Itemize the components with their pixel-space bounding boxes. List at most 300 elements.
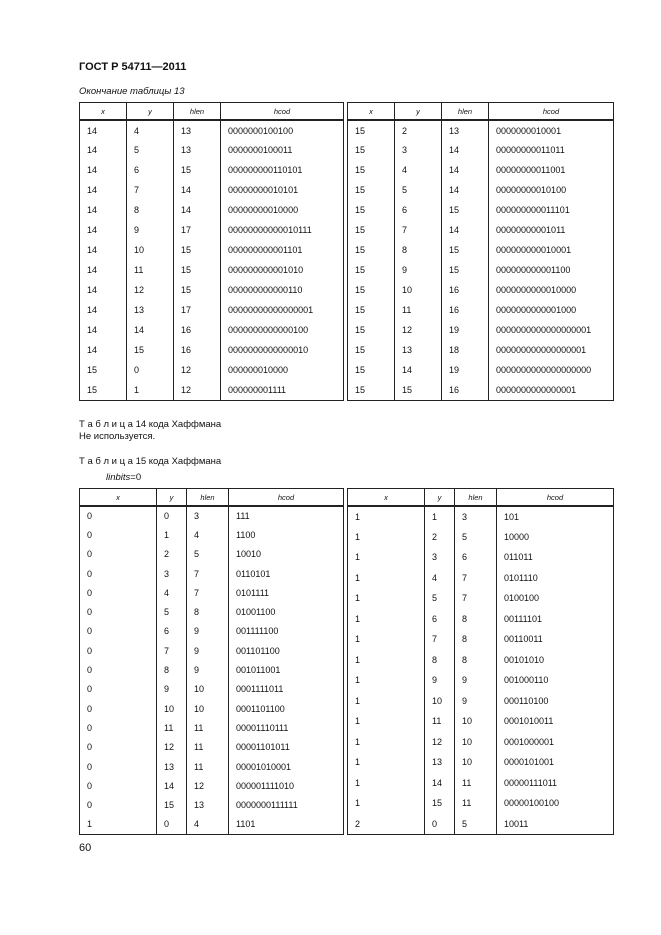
table-row xyxy=(348,180,614,200)
table-cell: 00000000010100 xyxy=(489,180,614,200)
table-cell: 1 xyxy=(127,380,174,400)
table-cell: 4 xyxy=(395,160,442,180)
table-cell: 15 xyxy=(174,260,221,280)
table-cell: 0 xyxy=(80,564,157,583)
table-13-caption: Окончание таблицы 13 xyxy=(79,86,185,97)
table-cell: 0 xyxy=(80,641,157,660)
table-cell: 15 xyxy=(348,280,395,300)
table-cell: 3 xyxy=(187,506,229,525)
table-cell: 1 xyxy=(348,711,425,732)
table-cell: 7 xyxy=(127,180,174,200)
table-cell: 14 xyxy=(157,776,187,795)
table-cell: 10 xyxy=(425,691,455,712)
table-cell: 14 xyxy=(80,240,127,260)
table-cell: 15 xyxy=(348,360,395,380)
table-cell: 0 xyxy=(80,602,157,621)
table-row xyxy=(348,609,614,630)
table-cell: 0 xyxy=(80,757,157,776)
col-header-hcod: hcod xyxy=(497,489,614,507)
table-row xyxy=(80,738,344,757)
table-cell: 0 xyxy=(80,525,157,544)
table-row xyxy=(80,622,344,641)
table-cell: 0000000000001000 xyxy=(489,300,614,320)
table-cell: 0101111 xyxy=(229,583,344,602)
table-cell: 14 xyxy=(80,180,127,200)
table-cell: 14 xyxy=(80,120,127,140)
table-cell: 19 xyxy=(442,320,489,340)
table-cell: 0 xyxy=(157,506,187,525)
table-cell: 0000000000000001 xyxy=(489,380,614,400)
table-cell: 16 xyxy=(442,300,489,320)
table-row xyxy=(80,641,344,660)
table-cell: 4 xyxy=(425,568,455,589)
table-cell: 0 xyxy=(80,506,157,525)
table-cell: 10 xyxy=(455,732,497,753)
table-cell: 111 xyxy=(229,506,344,525)
table-cell: 1100 xyxy=(229,525,344,544)
table-cell: 00101010 xyxy=(497,650,614,671)
table-row xyxy=(80,776,344,795)
table-body xyxy=(80,120,344,400)
table-cell: 00001010001 xyxy=(229,757,344,776)
table-cell: 1 xyxy=(348,527,425,548)
table-row xyxy=(80,240,344,260)
table-cell: 1 xyxy=(80,815,157,834)
table-row xyxy=(80,180,344,200)
table-cell: 0000000000000000000 xyxy=(489,360,614,380)
table-cell: 1 xyxy=(348,670,425,691)
table-row xyxy=(348,380,614,400)
col-header-hcod: hcod xyxy=(229,489,344,507)
table-row xyxy=(348,752,614,773)
table-15-right xyxy=(347,488,614,835)
table-cell: 10 xyxy=(187,680,229,699)
table-cell: 15 xyxy=(174,280,221,300)
table-row xyxy=(80,525,344,544)
table-cell: 0000000000000100 xyxy=(221,320,344,340)
table-row xyxy=(80,660,344,679)
table-row xyxy=(348,240,614,260)
table-row xyxy=(348,588,614,609)
table-cell: 0110101 xyxy=(229,564,344,583)
table-cell: 1 xyxy=(157,525,187,544)
table-row xyxy=(348,670,614,691)
table-13-right xyxy=(347,102,614,401)
table-cell: 5 xyxy=(455,527,497,548)
table-cell: 15 xyxy=(348,200,395,220)
table-cell: 4 xyxy=(187,815,229,834)
table-row xyxy=(348,200,614,220)
table-row xyxy=(80,545,344,564)
table-row xyxy=(348,300,614,320)
table-cell: 1 xyxy=(348,650,425,671)
table-cell: 5 xyxy=(157,602,187,621)
col-header-y: y xyxy=(157,489,187,507)
table-cell: 16 xyxy=(174,320,221,340)
linbits-label: linbits xyxy=(106,472,131,483)
table-cell: 011011 xyxy=(497,547,614,568)
table-row xyxy=(348,320,614,340)
table-cell: 15 xyxy=(425,793,455,814)
table-cell: 000000000110101 xyxy=(221,160,344,180)
table-cell: 14 xyxy=(80,320,127,340)
table-cell: 00000000001011 xyxy=(489,220,614,240)
table-cell: 4 xyxy=(127,120,174,140)
col-header-x: x xyxy=(348,489,425,507)
table-cell: 000000000000110 xyxy=(221,280,344,300)
table-cell: 14 xyxy=(174,200,221,220)
table-cell: 10 xyxy=(187,699,229,718)
table-cell: 1 xyxy=(348,506,425,527)
table-row xyxy=(348,120,614,140)
table-cell: 11 xyxy=(455,773,497,794)
col-header-hlen: hlen xyxy=(187,489,229,507)
table-cell: 6 xyxy=(395,200,442,220)
table-cell: 2 xyxy=(395,120,442,140)
table-cell: 13 xyxy=(425,752,455,773)
table-cell: 3 xyxy=(455,506,497,527)
table-body xyxy=(80,506,344,834)
table-row xyxy=(80,120,344,140)
table-cell: 10 xyxy=(157,699,187,718)
table-cell: 11 xyxy=(157,718,187,737)
table-cell: 0000000100100 xyxy=(221,120,344,140)
table-row xyxy=(348,732,614,753)
table-cell: 14 xyxy=(80,220,127,240)
table-cell: 001111100 xyxy=(229,622,344,641)
table-cell: 11 xyxy=(187,718,229,737)
table-cell: 000000000001101 xyxy=(221,240,344,260)
table-cell: 7 xyxy=(157,641,187,660)
linbits-line xyxy=(106,472,141,483)
table-cell: 10 xyxy=(395,280,442,300)
table-row xyxy=(80,280,344,300)
table-cell: 8 xyxy=(187,602,229,621)
table-cell: 10010 xyxy=(229,545,344,564)
table-cell: 16 xyxy=(442,380,489,400)
table-row xyxy=(348,814,614,835)
table-row xyxy=(348,260,614,280)
table-cell: 0 xyxy=(80,583,157,602)
table-cell: 13 xyxy=(127,300,174,320)
table-row xyxy=(80,300,344,320)
table-cell: 14 xyxy=(80,260,127,280)
table-cell: 1 xyxy=(348,773,425,794)
table-cell: 9 xyxy=(455,691,497,712)
table-cell: 000000000000000001 xyxy=(489,340,614,360)
table-cell: 14 xyxy=(442,140,489,160)
table-cell: 14 xyxy=(442,220,489,240)
table-row xyxy=(348,629,614,650)
table-cell: 5 xyxy=(455,814,497,835)
table-row xyxy=(348,340,614,360)
table-cell: 14 xyxy=(80,300,127,320)
table-cell: 0 xyxy=(127,360,174,380)
table-cell: 15 xyxy=(80,380,127,400)
table-cell: 1 xyxy=(348,691,425,712)
table-cell: 14 xyxy=(442,160,489,180)
table-cell: 6 xyxy=(425,609,455,630)
table-cell: 0 xyxy=(425,814,455,835)
table-row xyxy=(348,220,614,240)
table-row xyxy=(348,547,614,568)
table-cell: 00111101 xyxy=(497,609,614,630)
table-row xyxy=(80,260,344,280)
table-cell: 0 xyxy=(80,795,157,814)
table-row xyxy=(348,650,614,671)
table-cell: 0 xyxy=(80,622,157,641)
table-cell: 9 xyxy=(127,220,174,240)
table-cell: 1101 xyxy=(229,815,344,834)
table-cell: 1 xyxy=(348,609,425,630)
table-13-left xyxy=(79,102,344,401)
table-cell: 001101100 xyxy=(229,641,344,660)
table-row xyxy=(80,815,344,834)
col-header-hcod: hcod xyxy=(221,103,344,121)
linbits-value: =0 xyxy=(130,472,142,483)
table-cell: 0000000010001 xyxy=(489,120,614,140)
table-row xyxy=(80,220,344,240)
table-cell: 2 xyxy=(157,545,187,564)
table-cell: 001000110 xyxy=(497,670,614,691)
col-header-x: x xyxy=(80,489,157,507)
table-cell: 18 xyxy=(442,340,489,360)
table-cell: 14 xyxy=(174,180,221,200)
table-cell: 5 xyxy=(425,588,455,609)
table-cell: 15 xyxy=(348,320,395,340)
table-cell: 14 xyxy=(425,773,455,794)
table-cell: 11 xyxy=(127,260,174,280)
table-cell: 17 xyxy=(174,220,221,240)
table-cell: 3 xyxy=(157,564,187,583)
table-cell: 13 xyxy=(174,140,221,160)
table-cell: 15 xyxy=(442,240,489,260)
table-cell: 15 xyxy=(348,260,395,280)
table-cell: 01001100 xyxy=(229,602,344,621)
table-cell: 14 xyxy=(80,280,127,300)
table-15-caption: Т а б л и ц а 15 кода Хаффмана xyxy=(79,456,222,467)
table-cell: 00000000010101 xyxy=(221,180,344,200)
col-header-hlen: hlen xyxy=(455,489,497,507)
col-header-y: y xyxy=(425,489,455,507)
table-cell: 0 xyxy=(157,815,187,834)
table-cell: 1 xyxy=(348,588,425,609)
table-cell: 00000000011011 xyxy=(489,140,614,160)
table-cell: 10 xyxy=(455,752,497,773)
table-cell: 14 xyxy=(80,160,127,180)
table-cell: 7 xyxy=(187,583,229,602)
table-cell: 000110100 xyxy=(497,691,614,712)
table-cell: 8 xyxy=(157,660,187,679)
table-cell: 14 xyxy=(442,180,489,200)
table-cell: 19 xyxy=(442,360,489,380)
table-cell: 0101110 xyxy=(497,568,614,589)
table-row xyxy=(80,380,344,400)
table-cell: 13 xyxy=(157,757,187,776)
table-cell: 8 xyxy=(455,609,497,630)
table-cell: 00000000010000 xyxy=(221,200,344,220)
table-row xyxy=(80,506,344,525)
table-cell: 15 xyxy=(348,120,395,140)
table-cell: 14 xyxy=(80,200,127,220)
table-row xyxy=(348,793,614,814)
table-cell: 15 xyxy=(395,380,442,400)
table-15-left xyxy=(79,488,344,835)
table-row xyxy=(348,360,614,380)
table-cell: 12 xyxy=(127,280,174,300)
table-cell: 9 xyxy=(187,622,229,641)
table-cell: 15 xyxy=(442,260,489,280)
table-row xyxy=(348,140,614,160)
table-cell: 9 xyxy=(455,670,497,691)
table-cell: 15 xyxy=(127,340,174,360)
col-header-x: x xyxy=(348,103,395,121)
table-cell: 001011001 xyxy=(229,660,344,679)
table-cell: 8 xyxy=(425,650,455,671)
table-row xyxy=(348,527,614,548)
table-cell: 16 xyxy=(442,280,489,300)
table-cell: 000000000010001 xyxy=(489,240,614,260)
table-cell: 12 xyxy=(157,738,187,757)
table-cell: 4 xyxy=(157,583,187,602)
table-cell: 9 xyxy=(395,260,442,280)
table-cell: 00110011 xyxy=(497,629,614,650)
table-cell: 9 xyxy=(187,660,229,679)
table-row xyxy=(348,160,614,180)
table-cell: 00000100100 xyxy=(497,793,614,814)
table-cell: 6 xyxy=(455,547,497,568)
page-number: 60 xyxy=(79,842,92,854)
table-cell: 15 xyxy=(174,240,221,260)
table-cell: 15 xyxy=(348,340,395,360)
table-cell: 1 xyxy=(348,752,425,773)
table-cell: 14 xyxy=(395,360,442,380)
table-cell: 9 xyxy=(425,670,455,691)
table-cell: 15 xyxy=(157,795,187,814)
table-row xyxy=(80,360,344,380)
table-cell: 3 xyxy=(425,547,455,568)
table-row xyxy=(348,711,614,732)
table-cell: 000000000011101 xyxy=(489,200,614,220)
table-cell: 0000101001 xyxy=(497,752,614,773)
table-cell: 14 xyxy=(80,140,127,160)
table-row xyxy=(80,757,344,776)
table-cell: 15 xyxy=(348,300,395,320)
table-cell: 6 xyxy=(157,622,187,641)
table-cell: 17 xyxy=(174,300,221,320)
table-row xyxy=(80,160,344,180)
table-cell: 0000000000000000001 xyxy=(489,320,614,340)
table-cell: 15 xyxy=(80,360,127,380)
table-cell: 000000001111 xyxy=(221,380,344,400)
col-header-y: y xyxy=(127,103,174,121)
col-header-y: y xyxy=(395,103,442,121)
table-cell: 12 xyxy=(174,360,221,380)
table-cell: 13 xyxy=(442,120,489,140)
table-cell: 5 xyxy=(127,140,174,160)
table-row xyxy=(80,564,344,583)
table-cell: 0001111011 xyxy=(229,680,344,699)
table-cell: 1 xyxy=(348,568,425,589)
table-cell: 0000000100011 xyxy=(221,140,344,160)
table-cell: 0 xyxy=(80,545,157,564)
table-cell: 8 xyxy=(455,629,497,650)
table-cell: 1 xyxy=(348,793,425,814)
table-cell: 15 xyxy=(348,380,395,400)
table-cell: 7 xyxy=(455,588,497,609)
table-row xyxy=(80,583,344,602)
table-cell: 11 xyxy=(187,738,229,757)
table-body xyxy=(348,506,614,834)
table-cell: 1 xyxy=(348,732,425,753)
table-cell: 9 xyxy=(157,680,187,699)
table-14-caption: Т а б л и ц а 14 кода Хаффмана xyxy=(79,419,222,430)
table-row xyxy=(348,568,614,589)
table-cell: 7 xyxy=(455,568,497,589)
table-cell: 000000010000 xyxy=(221,360,344,380)
table-cell: 3 xyxy=(395,140,442,160)
table-cell: 8 xyxy=(455,650,497,671)
table-cell: 00000000000000001 xyxy=(221,300,344,320)
table-cell: 1 xyxy=(348,547,425,568)
table-cell: 1 xyxy=(348,629,425,650)
table-cell: 101 xyxy=(497,506,614,527)
table-cell: 0000000111111 xyxy=(229,795,344,814)
table-cell: 16 xyxy=(174,340,221,360)
table-cell: 15 xyxy=(348,220,395,240)
table-cell: 15 xyxy=(348,140,395,160)
table-cell: 000000000001100 xyxy=(489,260,614,280)
table-row xyxy=(348,280,614,300)
table-cell: 15 xyxy=(348,180,395,200)
table-cell: 12 xyxy=(187,776,229,795)
table-cell: 13 xyxy=(395,340,442,360)
table-cell: 5 xyxy=(395,180,442,200)
table-cell: 0100100 xyxy=(497,588,614,609)
table-cell: 11 xyxy=(425,711,455,732)
table-cell: 12 xyxy=(174,380,221,400)
table-row xyxy=(80,320,344,340)
table-cell: 11 xyxy=(395,300,442,320)
table-row xyxy=(80,200,344,220)
table-cell: 12 xyxy=(425,732,455,753)
table-cell: 00000000011001 xyxy=(489,160,614,180)
table-row xyxy=(348,773,614,794)
table-cell: 10 xyxy=(455,711,497,732)
table-cell: 7 xyxy=(187,564,229,583)
table-cell: 11 xyxy=(455,793,497,814)
table-cell: 7 xyxy=(395,220,442,240)
table-body xyxy=(348,120,614,400)
table-cell: 11 xyxy=(187,757,229,776)
table-cell: 10000 xyxy=(497,527,614,548)
table-cell: 15 xyxy=(348,240,395,260)
table-cell: 0 xyxy=(80,680,157,699)
table-cell: 0 xyxy=(80,718,157,737)
table-cell: 00001101011 xyxy=(229,738,344,757)
table-cell: 0 xyxy=(80,699,157,718)
table-cell: 15 xyxy=(174,160,221,180)
col-header-x: x xyxy=(80,103,127,121)
table-cell: 7 xyxy=(425,629,455,650)
table-14-note: Не используется. xyxy=(79,431,156,442)
table-cell: 12 xyxy=(395,320,442,340)
table-row xyxy=(80,699,344,718)
table-cell: 0000000000010000 xyxy=(489,280,614,300)
table-row xyxy=(80,602,344,621)
table-cell: 00000000000010111 xyxy=(221,220,344,240)
table-cell: 4 xyxy=(187,525,229,544)
